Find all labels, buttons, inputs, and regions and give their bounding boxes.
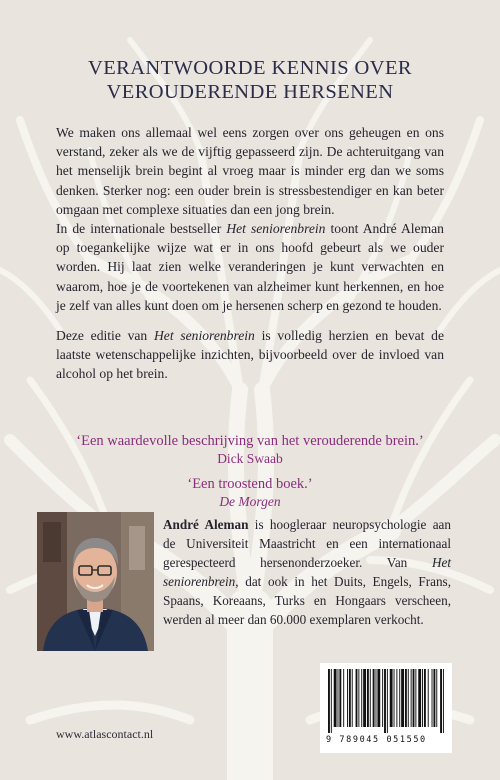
barcode-bar <box>436 669 437 727</box>
barcode-bar <box>361 669 362 727</box>
barcode-bar <box>422 669 423 727</box>
author-bio <box>163 515 451 629</box>
barcode-bar <box>328 669 330 733</box>
barcode-bar <box>331 669 332 733</box>
barcode-bar <box>408 669 409 727</box>
barcode-bar <box>358 669 359 727</box>
barcode-bar <box>433 669 435 727</box>
barcode-bar <box>349 669 351 727</box>
quote-text: ‘Een troostend boek.’ <box>187 476 313 492</box>
barcode-bar <box>443 669 444 733</box>
barcode-bar <box>334 669 337 727</box>
barcode-bar <box>424 669 426 727</box>
blurb-paragraph-2-body: toont André Aleman op toegankelijke wijze wat er in ons hoofd gebeurt als we ouder worden. Hij laat zien welke veranderingen je kunt verwachten en waarom, hoe je de voortekenen van alzheimer kunt herkennen, en hoe je zelf van alles kunt doen om je hersenen scherp en gezond te houden. <box>56 221 444 313</box>
barcode-bar <box>382 669 383 727</box>
barcode-bar <box>428 669 429 727</box>
barcode-bar <box>405 669 407 727</box>
barcode-bar <box>390 669 393 727</box>
barcode-bar <box>376 669 377 727</box>
author-bio-part-1: is hoogleraar neuropsychologie aan de Universiteit Maastricht en een internationaal gerespecteerd hersenonderzoeker. Van <box>163 517 451 570</box>
barcode-bar <box>347 669 348 727</box>
quote-text: ‘Een waardevolle beschrijving van het verouderende brein.’ <box>76 433 424 449</box>
barcode-bar <box>356 669 358 727</box>
author-bio-paragraph <box>163 515 451 629</box>
publisher-website: www.atlascontact.nl <box>56 727 154 741</box>
barcode-bars <box>328 669 444 733</box>
barcode-bar <box>339 669 341 727</box>
review-quote-2 <box>40 475 460 511</box>
blurb-paragraph-2 <box>56 219 444 315</box>
barcode-bar <box>384 669 386 733</box>
barcode-bar <box>401 669 404 727</box>
barcode-bar <box>352 669 353 727</box>
barcode-bar <box>373 669 375 727</box>
barcode-bar <box>363 669 366 727</box>
isbn-barcode <box>320 663 452 753</box>
blurb-paragraph-3-body: is volledig herzien en bevat de laatste wetenschappelijke inzichten, bijvoorbeeld over de invloed van alcohol op het brein. <box>56 328 445 382</box>
author-name: André Aleman <box>163 517 249 532</box>
blurb-paragraph-2-intro: In de internationale bestseller <box>56 221 227 237</box>
heading-line-2: VEROUDERENDE HERSENEN <box>106 81 394 103</box>
book-title-mention: Het seniorenbrein <box>163 555 451 589</box>
blurb-text <box>56 123 444 384</box>
barcode-bar <box>440 669 442 733</box>
blurb-paragraph-3 <box>56 326 444 384</box>
barcode-bar <box>411 669 412 727</box>
barcode-bar <box>370 669 371 727</box>
barcode-bar <box>343 669 344 727</box>
barcode-bar <box>432 669 433 727</box>
review-quote-1 <box>40 432 460 468</box>
quote-source: Dick Swaab <box>217 451 283 466</box>
barcode-bar <box>399 669 400 727</box>
blurb-paragraph-1: We maken ons allemaal wel eens zorgen over ons geheugen en ons verstand, zeker als we de vijftig gepasseerd zijn. De achteruitgang van het menselijk brein begint al vroeg maar is minder erg dan we soms denken. Sterker nog: een ouder brein is stressbestendiger en kan beter omgaan met complexe situaties dan een jong brein. <box>56 125 444 217</box>
barcode-bar <box>413 669 415 727</box>
barcode-bar <box>418 669 421 727</box>
author-bio-part-2: , dat ook in het Duits, Engels, Frans, Spaans, Koreaans, Turks en Hongaars verscheen, werden al meer dan 60.000 exemplaren verkocht. <box>163 574 451 627</box>
barcode-bar <box>396 669 397 727</box>
heading-line-1: VERANTWOORDE KENNIS OVER <box>88 57 412 79</box>
book-title-mention: Het seniorenbrein <box>226 221 326 237</box>
cover-heading <box>40 56 460 104</box>
book-title-mention: Het seniorenbrein <box>153 328 255 344</box>
quote-source: De Morgen <box>219 494 281 509</box>
barcode-bar <box>338 669 339 727</box>
barcode-bar <box>367 669 369 727</box>
barcode-bar <box>394 669 395 727</box>
barcode-bar <box>377 669 380 727</box>
author-photo <box>37 512 154 651</box>
barcode-bar <box>415 669 416 727</box>
barcode-bar <box>387 669 388 733</box>
isbn-digits: 9 789045 051550 <box>326 735 427 745</box>
blurb-paragraph-3-intro: Deze editie van <box>56 328 154 344</box>
